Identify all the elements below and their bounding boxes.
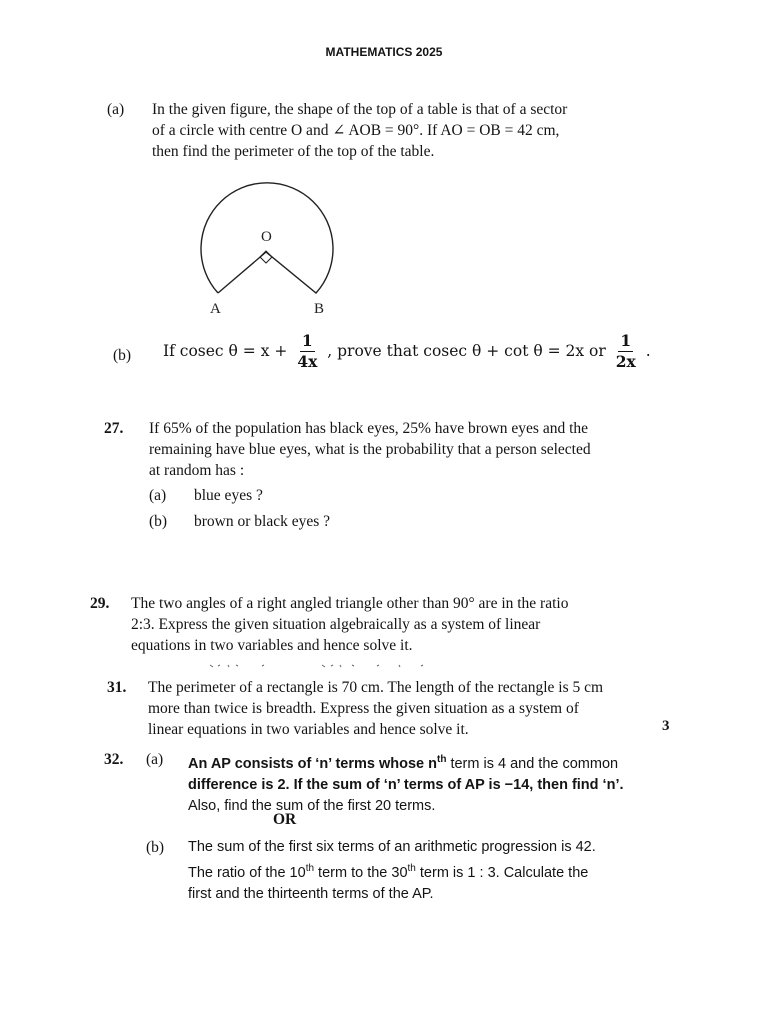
text-line: 2:3. Express the given situation algebraically as a system of linear (131, 616, 541, 633)
text-segment: term is 1 : 3. Calculate the (415, 864, 589, 881)
text-line: remaining have blue eyes, what is the probability that a person selected (149, 441, 591, 458)
marks-label: 3 (662, 718, 670, 734)
or-divider: OR (273, 811, 297, 828)
text-segment: An AP consists of ‘n’ terms whose n (188, 755, 437, 772)
fraction-numerator: 1 (301, 331, 313, 350)
question-31-text (148, 677, 603, 740)
part-text-a: blue eyes ? (194, 487, 263, 504)
question-number: 32. (104, 751, 124, 768)
part-label-b: (b) (149, 513, 168, 530)
equation-line (163, 333, 651, 369)
part-label-b: (b) (113, 347, 132, 364)
part-label-b: (b) (146, 839, 165, 856)
text-line: equations in two variables and hence solve it. (131, 637, 413, 654)
text-line: first and the thirteenth terms of the AP. (188, 885, 434, 902)
question-number: 29. (90, 595, 110, 612)
text-line (188, 858, 596, 884)
text-line (188, 749, 624, 775)
text-line: linear equations in two variables and hence solve it. (148, 721, 469, 738)
text-line: The sum of the first six terms of an arithmetic progression is 42. (188, 839, 596, 855)
question-32b-text (188, 837, 596, 905)
text-segment: term to the 30 (314, 864, 408, 881)
fraction-denominator: 2x (615, 351, 636, 371)
center-label-o: O (261, 229, 272, 245)
if-text: If cosec θ = x + (163, 342, 288, 360)
point-label-b: B (314, 301, 325, 317)
superscript: th (436, 754, 447, 765)
text-line: then find the perimeter of the top of the table. (152, 143, 435, 160)
end-period: . (645, 342, 651, 360)
prove-text: , prove that cosec θ + cot θ = 2x or (327, 342, 606, 360)
text-line: Also, find the sum of the first 20 terms. (188, 797, 436, 814)
question-number: 27. (104, 420, 124, 437)
text-line: difference is 2. If the sum of ‘n’ terms of AP is −14, then find ‘n’. (188, 776, 624, 793)
question-29-text (131, 593, 568, 656)
page-title: MATHEMATICS 2025 (325, 45, 443, 59)
part-label-a: (a) (149, 487, 167, 504)
superscript: th (407, 863, 416, 874)
fraction-denominator: 4x (297, 351, 318, 371)
text-segment: The ratio of the 10 (188, 864, 306, 881)
sector-outline (201, 183, 333, 293)
question-27-text (149, 418, 591, 481)
question-26a-text (152, 99, 567, 162)
question-32a-text (188, 749, 624, 817)
part-label-a: (a) (146, 751, 164, 768)
fraction-1-over-2x (614, 333, 638, 369)
text-line: In the given figure, the shape of the top of a table is that of a sector (152, 101, 568, 118)
right-angle-mark (260, 251, 272, 263)
text-segment: term is 4 and the common (446, 755, 619, 772)
point-label-a: A (210, 301, 221, 317)
fraction-numerator: 1 (620, 331, 632, 350)
superscript: th (305, 863, 315, 874)
fraction-1-over-4x (295, 333, 319, 369)
text-line: If 65% of the population has black eyes, 25% have brown eyes and the (149, 420, 589, 437)
text-line: The two angles of a right angled triangle other than 90° are in the ratio (131, 595, 569, 612)
question-number: 31. (107, 679, 127, 696)
part-text-b: brown or black eyes ? (194, 513, 331, 530)
part-label-a: (a) (107, 101, 125, 118)
text-line: more than twice is breadth. Express the given situation as a system of (148, 700, 579, 717)
text-line: The perimeter of a rectangle is 70 cm. The length of the rectangle is 5 cm (148, 679, 604, 696)
text-line: at random has : (149, 462, 245, 479)
text-line: of a circle with centre O and ∠ AOB = 90°. If AO = OB = 42 cm, (152, 122, 560, 139)
